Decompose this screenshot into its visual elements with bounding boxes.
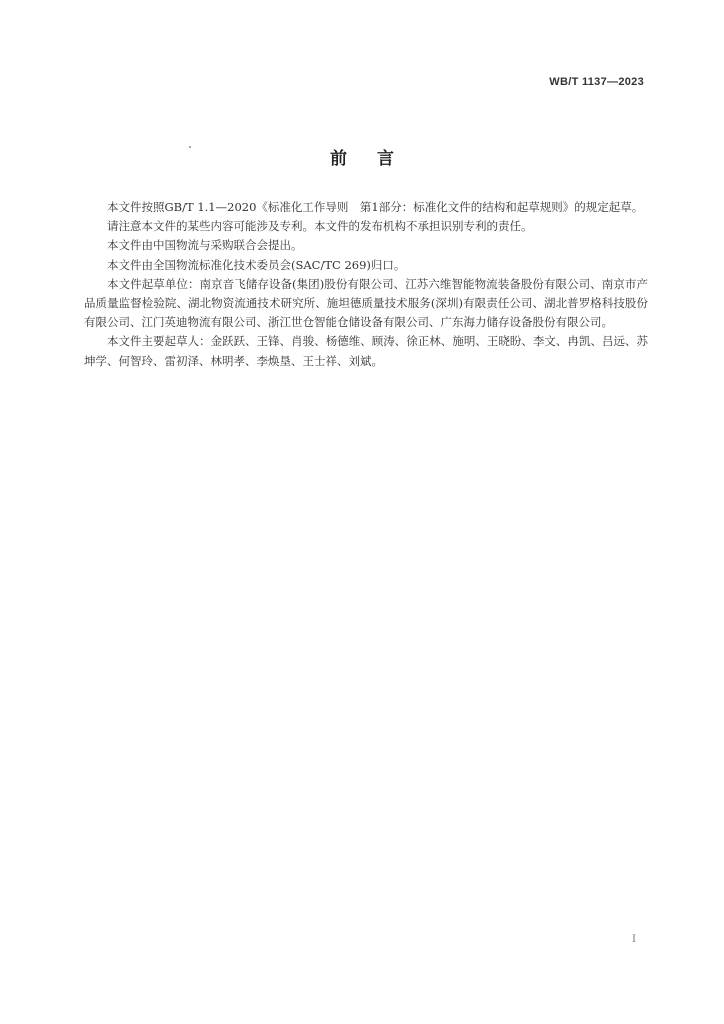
paragraph-technical-committee: 本文件由全国物流标准化技术委员会(SAC/TC 269)归口。 (107, 257, 406, 272)
page-number: I (632, 934, 636, 945)
foreword-body (84, 198, 648, 371)
paragraph-drafting-organizations: 本文件起草单位：南京音飞储存设备(集团)股份有限公司、江苏六维智能物流装备股份有限公司、南京市产品质量监督检验院、湖北物资流通技术研究所、施坦德质量技术服务(深圳)有限责任公司、湖北普罗格科技股份有限公司、江门英迪物流有限公司、浙江世仓智能仓储设备有限公司、广东海力储存设备股份有限公司。 (84, 276, 648, 330)
paragraph-drafting-rules: 本文件按照GB/T 1.1—2020《标准化工作导则 第1部分：标准化文件的结构和起草规则》的规定起草。 (107, 200, 644, 214)
standard-code: WB/T 1137—2023 (549, 76, 644, 88)
paragraph-main-drafters: 本文件主要起草人：金跃跃、王锋、肖骏、杨德维、顾涛、徐正林、施明、王晓盼、李文、冉凯、吕远、苏坤学、何智玲、雷初泽、林明孝、李焕垦、王士祥、刘斌。 (84, 334, 648, 368)
paragraph-patent-notice: 请注意本文件的某些内容可能涉及专利。本文件的发布机构不承担识别专利的责任。 (107, 219, 533, 234)
page-title: 前言 (330, 149, 424, 169)
paragraph-proposed-by: 本文件由中国物流与采购联合会提出。 (107, 238, 303, 253)
